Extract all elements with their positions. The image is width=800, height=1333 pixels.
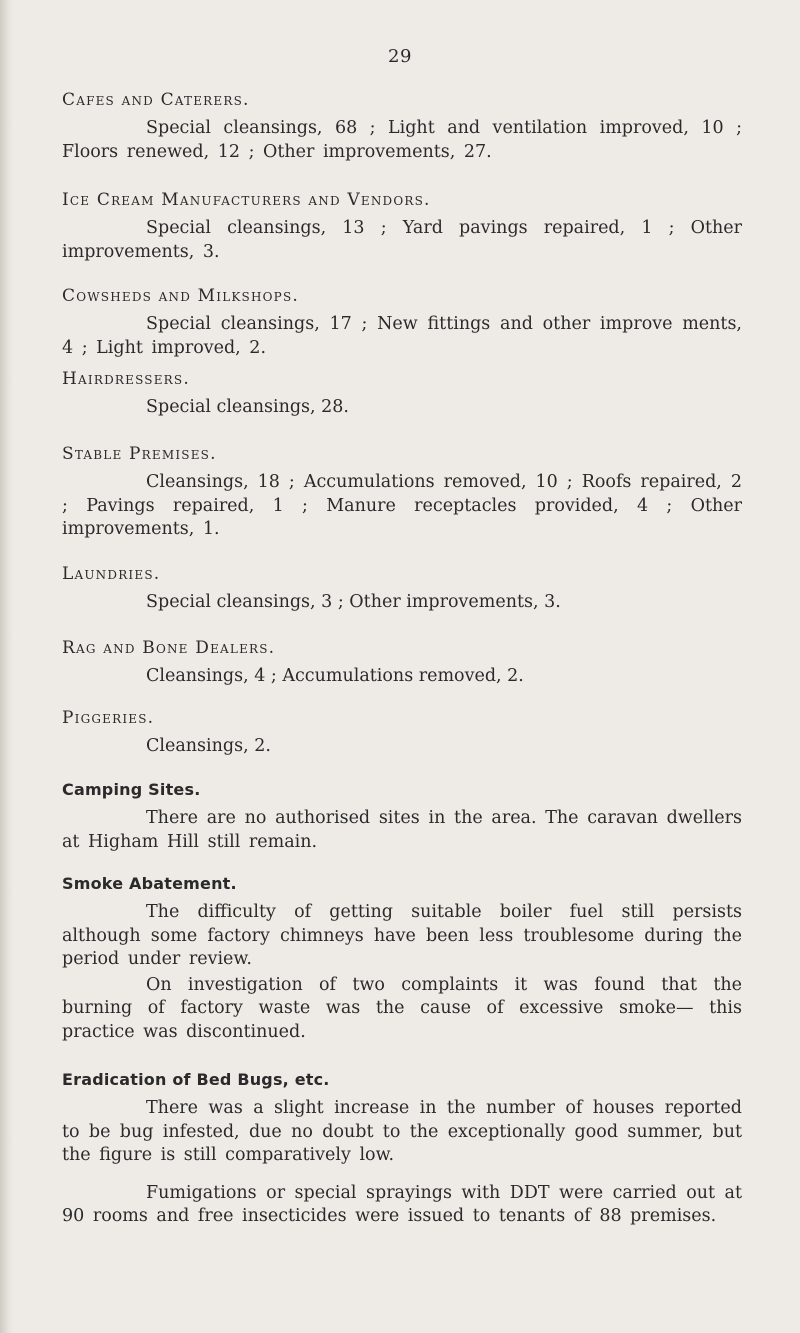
section-paragraph: Special cleansings, 13 ; Yard pavings repaired, 1 ; Other improvements, 3. <box>62 218 742 262</box>
section-paragraph: Special cleansings, 17 ; New fittings and other improve ments, 4 ; Light improved, 2. <box>62 314 742 358</box>
section-paragraph: The difficulty of getting suitable boiler fuel still persists although some factory chimneys have been less troublesome during the period under review. <box>62 902 742 969</box>
page-number: 29 <box>388 46 412 67</box>
section-paragraph: Cleansings, 2. <box>146 736 271 756</box>
section-heading: Ice Cream Manufacturers and Vendors. <box>62 190 431 210</box>
section-paragraph: Special cleansings, 28. <box>146 397 349 417</box>
section-paragraph: Cleansings, 18 ; Accumulations removed, 10 ; Roofs repaired, 2 ; Pavings repaired, 1 ; Manure receptacles provided, 4 ; Other improvements, 1. <box>62 472 742 539</box>
section-smoke-abatement <box>62 872 742 1044</box>
section-ice-cream <box>62 188 742 264</box>
section-rag-bone <box>62 636 742 689</box>
section-paragraph: There was a slight increase in the number of houses reported to be bug infested, due no doubt to the exceptionally good summer, but the figure is still comparatively low. <box>62 1098 742 1165</box>
section-paragraph: Fumigations or special sprayings with DDT were carried out at 90 rooms and free insecticides were issued to tenants of 88 premises. <box>62 1182 742 1226</box>
section-heading: Piggeries. <box>62 708 155 728</box>
section-laundries <box>62 562 742 615</box>
section-camping-sites <box>62 778 742 854</box>
section-paragraph: On investigation of two complaints it was found that the burning of factory waste was the cause of excessive smoke— this practice was discontinued. <box>62 974 742 1042</box>
section-paragraph: There are no authorised sites in the area. The caravan dwellers at Higham Hill still remain. <box>62 808 742 852</box>
section-cafes-caterers <box>62 88 742 164</box>
section-stable-premises <box>62 442 742 542</box>
section-paragraph: Special cleansings, 68 ; Light and ventilation improved, 10 ; Floors renewed, 12 ; Other improvements, 27. <box>62 118 742 162</box>
section-bed-bugs <box>62 1068 742 1229</box>
page-edge-shadow <box>0 0 14 1333</box>
section-paragraph: Special cleansings, 3 ; Other improvements, 3. <box>146 592 561 612</box>
section-cowsheds <box>62 284 742 360</box>
section-heading: Hairdressers. <box>62 369 190 389</box>
section-heading: Stable Premises. <box>62 444 217 464</box>
section-heading: Eradication of Bed Bugs, etc. <box>62 1070 330 1089</box>
section-heading: Cafes and Caterers. <box>62 90 250 110</box>
section-piggeries <box>62 706 742 759</box>
section-paragraph: Cleansings, 4 ; Accumulations removed, 2. <box>146 666 524 686</box>
section-heading: Rag and Bone Dealers. <box>62 638 276 658</box>
section-heading: Laundries. <box>62 564 161 584</box>
section-hairdressers <box>62 367 742 420</box>
section-heading: Camping Sites. <box>62 780 201 799</box>
section-heading: Smoke Abatement. <box>62 874 237 893</box>
section-heading: Cowsheds and Milkshops. <box>62 286 299 306</box>
